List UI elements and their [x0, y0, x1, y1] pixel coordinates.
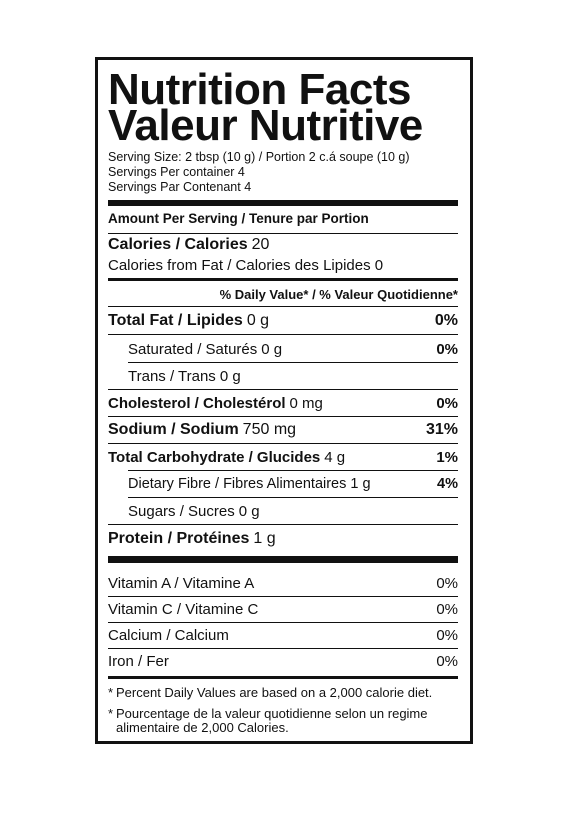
vitamin-percent: 0% [436, 626, 458, 644]
amount-per-serving-header: Amount Per Serving / Tenure par Portion [108, 211, 369, 226]
calories-from-fat: Calories from Fat / Calories des Lipides 0 [108, 256, 384, 274]
nutrient-label: Dietary Fibre / Fibres Alimentaires [128, 476, 347, 492]
nutrient-row-total-fat [108, 308, 458, 334]
nutrient-percent: 0% [436, 394, 458, 412]
nutrient-label: Total Carbohydrate / Glucides [108, 448, 321, 466]
nutrient-percent: 1% [436, 448, 458, 466]
title-french: Valeur Nutritive [108, 101, 423, 150]
medium-divider [108, 278, 458, 281]
footnote-asterisk: * [108, 706, 114, 721]
divider [108, 233, 458, 234]
vitamin-row-iron [108, 648, 458, 674]
title-english: Nutrition Facts [108, 65, 411, 114]
medium-divider [108, 676, 458, 679]
daily-value-header: % Daily Value* / % Valeur Quotidienne* [219, 286, 458, 302]
nutrition-facts-label [95, 57, 473, 744]
thick-divider [108, 200, 458, 206]
calories-from-fat-row [108, 255, 458, 275]
vitamin-row-calcium [108, 622, 458, 648]
serving-size: Serving Size: 2 tbsp (10 g) / Portion 2 c.á soupe (10 g) [108, 150, 410, 164]
nutrient-amount: 0 g [238, 502, 260, 520]
vitamin-row-a [108, 570, 458, 596]
calories-value: 20 [251, 236, 270, 253]
vitamin-label: Iron / Fer [108, 652, 169, 670]
vitamin-percent: 0% [436, 600, 458, 618]
divider [108, 306, 458, 307]
nutrient-percent: 31% [425, 421, 458, 438]
footnote-asterisk: * [108, 685, 114, 700]
nutrient-percent: 4% [437, 476, 458, 492]
servings-per-container: Servings Per container 4 [108, 165, 245, 179]
nutrient-amount: 0 mg [289, 394, 323, 412]
vitamin-label: Vitamin A / Vitamine A [108, 574, 255, 592]
servings-par-contenant: Servings Par Contenant 4 [108, 180, 252, 194]
nutrient-amount: 750 mg [242, 421, 297, 438]
nutrient-label: Total Fat / Lipides [108, 312, 243, 329]
nutrient-amount: 4 g [324, 448, 346, 466]
nutrient-label: Protein / Protéines [108, 530, 250, 547]
calories-label: Calories / Calories [108, 236, 248, 253]
vitamin-percent: 0% [436, 574, 458, 592]
divider [108, 524, 458, 525]
nutrient-label: Trans / Trans [128, 367, 216, 385]
footnote-french [108, 707, 458, 735]
nutrient-label: Sodium / Sodium [108, 421, 239, 438]
nutrient-row-trans [108, 363, 458, 389]
nutrient-row-fibre [108, 471, 458, 497]
vitamin-label: Vitamin C / Vitamine C [108, 600, 259, 618]
vitamin-percent: 0% [436, 652, 458, 670]
nutrient-row-carbohydrate [108, 444, 458, 470]
nutrient-amount: 0 g [261, 340, 283, 358]
nutrient-amount: 1 g [350, 476, 371, 492]
footnote-french-text: Pourcentage de la valeur quotidienne selon un regime alimentaire de 2,000 Calories. [116, 706, 428, 735]
nutrient-percent: 0% [436, 340, 458, 358]
nutrient-label: Cholesterol / Cholestérol [108, 394, 286, 412]
nutrient-label: Sugars / Sucres [128, 502, 235, 520]
nutrient-amount: 1 g [253, 530, 276, 547]
nutrient-amount: 0 g [219, 367, 241, 385]
daily-value-header-row [108, 282, 458, 306]
label-content [108, 60, 458, 741]
nutrient-row-sugars [108, 498, 458, 524]
nutrient-row-sodium [108, 417, 458, 443]
vitamin-row-c [108, 596, 458, 622]
nutrient-percent: 0% [434, 312, 458, 329]
nutrient-label: Saturated / Saturés [128, 340, 258, 358]
nutrient-row-saturated [108, 336, 458, 362]
nutrient-amount: 0 g [246, 312, 270, 329]
nutrient-row-protein [108, 526, 458, 552]
footnote-english-text: Percent Daily Values are based on a 2,000 calorie diet. [116, 685, 433, 700]
vitamin-label: Calcium / Calcium [108, 626, 229, 644]
footnote-english [108, 686, 458, 700]
thick-divider [108, 556, 458, 563]
nutrient-row-cholesterol [108, 390, 458, 416]
calories-row [108, 235, 458, 255]
divider [108, 334, 458, 335]
